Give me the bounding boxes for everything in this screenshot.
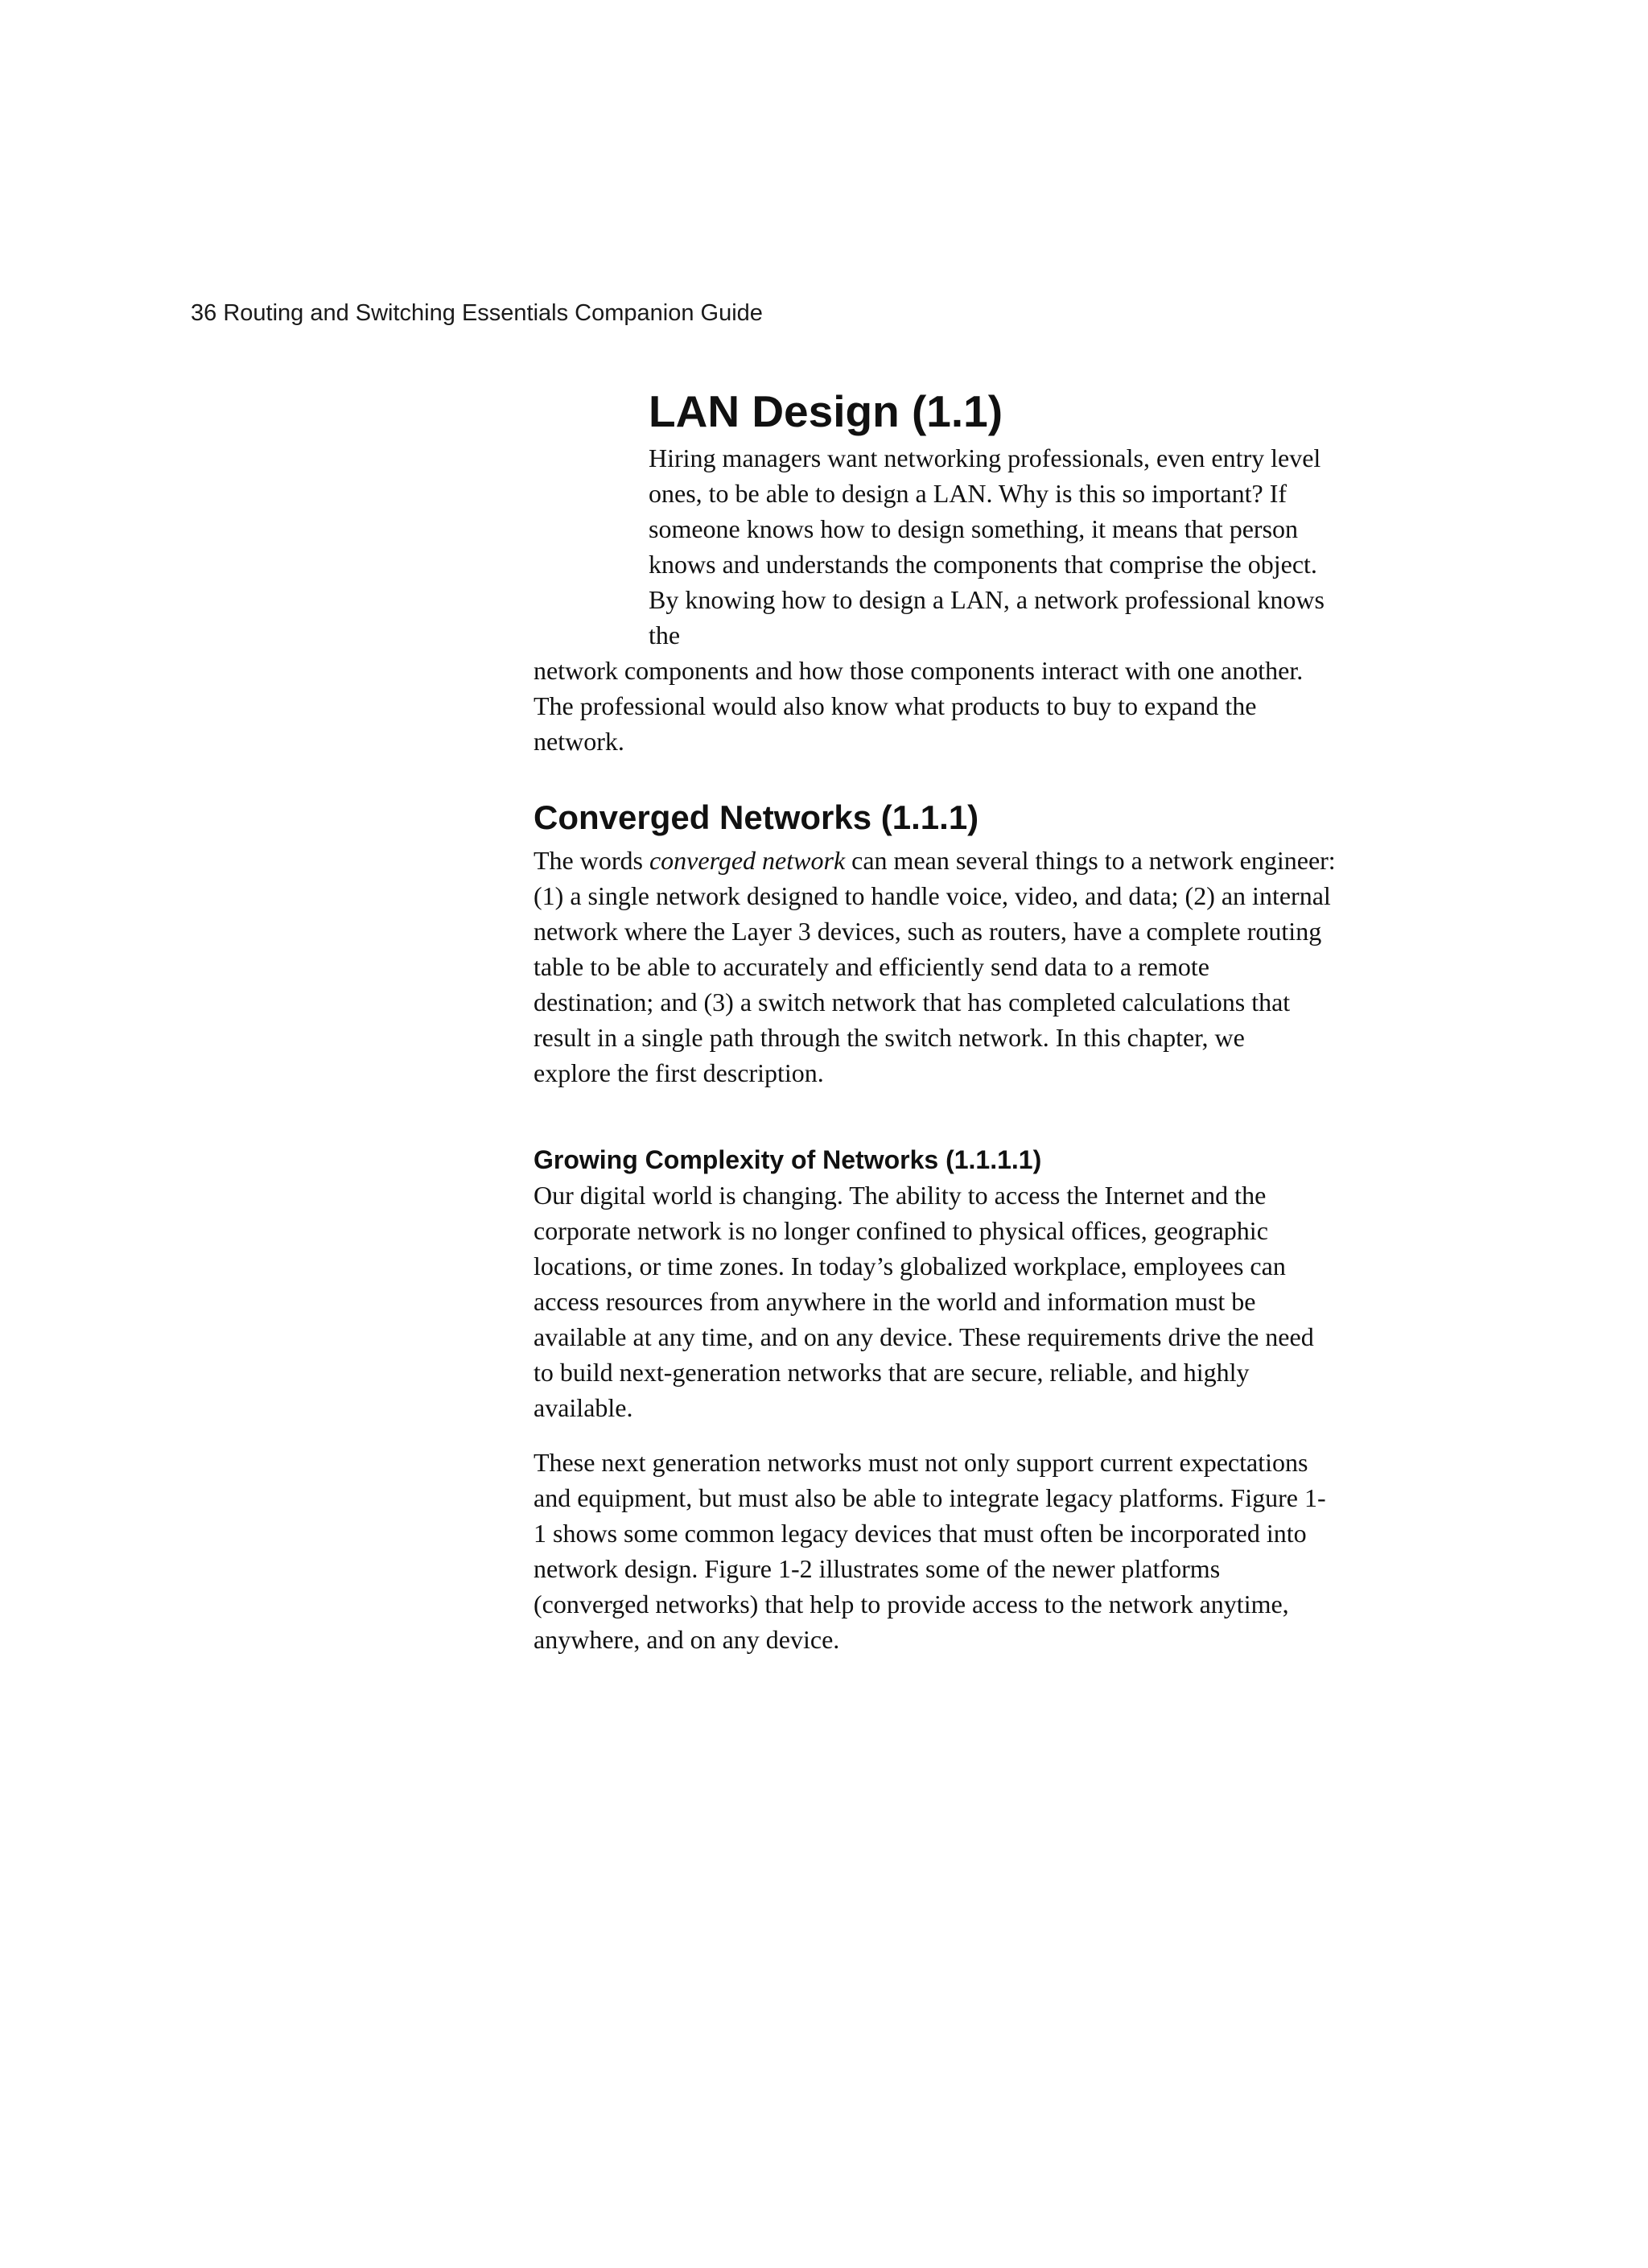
running-head: 36 Routing and Switching Essentials Companion Guide xyxy=(191,300,763,326)
text-line: ones, to be able to design a LAN. Why is this so important? If xyxy=(649,479,1288,508)
text-line: access resources from anywhere in the world and information must be xyxy=(534,1287,1256,1316)
text-line: result in a single path through the switch network. In this chapter, we xyxy=(534,1023,1245,1052)
text-line: network design. Figure 1-2 illustrates some of the newer platforms xyxy=(534,1554,1221,1583)
text-line: 1 shows some common legacy devices that must often be incorporated into xyxy=(534,1519,1307,1548)
section-title: LAN Design (1.1) xyxy=(649,386,1003,436)
text-line: anywhere, and on any device. xyxy=(534,1625,840,1654)
text-line: (1) a single network designed to handle voice, video, and data; (2) an internal xyxy=(534,881,1331,910)
text-line: the xyxy=(649,621,681,649)
text-line: available. xyxy=(534,1393,633,1422)
text-line: network components and how those components interact with one another. xyxy=(534,656,1304,685)
text-line: network where the Layer 3 devices, such as routers, have a complete routing xyxy=(534,917,1322,946)
text-line: These next generation networks must not only support current expectations xyxy=(534,1448,1308,1477)
text-line: available at any time, and on any device. These requirements drive the need xyxy=(534,1322,1314,1351)
converged-networks-paragraph xyxy=(534,843,1336,1091)
text-run: can mean several things to a network engineer: xyxy=(845,846,1336,875)
text-line: explore the first description. xyxy=(534,1058,824,1087)
text-run: The words xyxy=(534,846,649,875)
growing-complexity-paragraph-2 xyxy=(534,1445,1326,1657)
text-line: locations, or time zones. In today’s globalized workplace, employees can xyxy=(534,1252,1286,1280)
italic-term: converged network xyxy=(649,846,846,875)
intro-paragraph-indented xyxy=(649,440,1325,653)
text-line: knows and understands the components that comprise the object. xyxy=(649,550,1317,579)
text-line: corporate network is no longer confined to physical offices, geographic xyxy=(534,1216,1268,1245)
text-line: The professional would also know what products to buy to expand the xyxy=(534,691,1257,720)
text-line: and equipment, but must also be able to integrate legacy platforms. Figure 1- xyxy=(534,1483,1326,1512)
text-line: (converged networks) that help to provide access to the network anytime, xyxy=(534,1590,1289,1619)
text-line: someone knows how to design something, it means that person xyxy=(649,514,1299,543)
subsection-title: Converged Networks (1.1.1) xyxy=(534,798,979,836)
text-line: destination; and (3) a switch network that has completed calculations that xyxy=(534,988,1291,1016)
text-line: Our digital world is changing. The ability to access the Internet and the xyxy=(534,1181,1267,1210)
text-line: Hiring managers want networking professionals, even entry level xyxy=(649,443,1321,472)
text-line xyxy=(534,843,1336,878)
text-line: to build next-generation networks that are secure, reliable, and highly xyxy=(534,1358,1250,1387)
subsubsection-title: Growing Complexity of Networks (1.1.1.1) xyxy=(534,1145,1042,1174)
text-line: By knowing how to design a LAN, a network professional knows xyxy=(649,585,1325,614)
text-line: table to be able to accurately and efficiently send data to a remote xyxy=(534,952,1209,981)
growing-complexity-paragraph-1 xyxy=(534,1177,1314,1425)
text-line: network. xyxy=(534,727,624,756)
intro-paragraph-continued xyxy=(534,653,1303,759)
